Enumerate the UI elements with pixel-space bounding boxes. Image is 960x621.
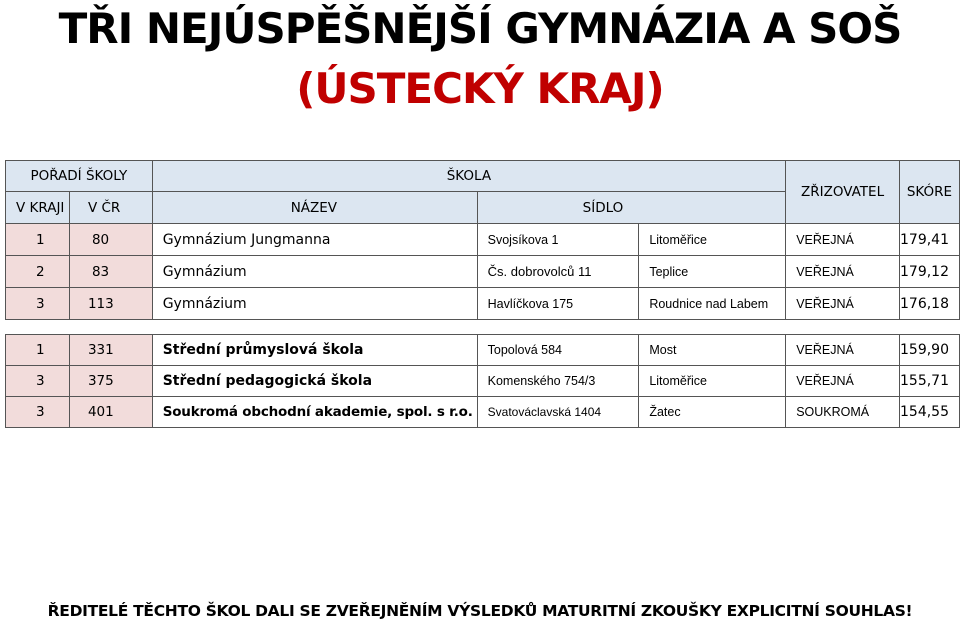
table-row <box>6 288 960 320</box>
header-skola: ŠKOLA <box>152 161 786 192</box>
school-street: Svojsíkova 1 <box>477 224 639 256</box>
school-score: 176,18 <box>899 288 959 320</box>
table-divider <box>6 320 960 335</box>
school-score: 179,12 <box>899 256 959 288</box>
school-name: Střední průmyslová škola <box>152 335 477 366</box>
header-v-kraji: V KRAJI <box>6 192 70 224</box>
school-name: Gymnázium Jungmanna <box>152 224 477 256</box>
school-city: Litoměřice <box>639 224 786 256</box>
school-founder: VEŘEJNÁ <box>786 256 900 288</box>
school-score: 155,71 <box>899 366 959 397</box>
school-founder: VEŘEJNÁ <box>786 224 900 256</box>
rank-kraj: 2 <box>6 256 70 288</box>
table-row <box>6 366 960 397</box>
rank-kraj: 3 <box>6 366 70 397</box>
header-nazev: NÁZEV <box>152 192 477 224</box>
footer-note: ŘEDITELÉ TĚCHTO ŠKOL DALI SE ZVEŘEJNĚNÍM VÝSLEDKŮ MATURITNÍ ZKOUŠKY EXPLICITNÍ SOUHLAS! <box>47 602 913 620</box>
table-row <box>6 224 960 256</box>
school-name: Gymnázium <box>152 256 477 288</box>
school-score: 159,90 <box>899 335 959 366</box>
rank-kraj: 1 <box>6 224 70 256</box>
school-city: Žatec <box>639 397 786 428</box>
rank-kraj: 3 <box>6 288 70 320</box>
school-score: 154,55 <box>899 397 959 428</box>
school-name: Gymnázium <box>152 288 477 320</box>
school-street: Svatováclavská 1404 <box>477 397 639 428</box>
table-row <box>6 397 960 428</box>
header-sidlo: SÍDLO <box>477 192 786 224</box>
school-name: Soukromá obchodní akademie, spol. s r.o. <box>152 397 477 428</box>
school-street: Komenského 754/3 <box>477 366 639 397</box>
header-row-1 <box>6 161 960 192</box>
rank-kraj: 3 <box>6 397 70 428</box>
rank-cr: 80 <box>69 224 152 256</box>
school-city: Roudnice nad Labem <box>639 288 786 320</box>
header-poradi: POŘADÍ ŠKOLY <box>6 161 153 192</box>
ranking-table <box>5 160 960 428</box>
school-city: Most <box>639 335 786 366</box>
school-name: Střední pedagogická škola <box>152 366 477 397</box>
school-score: 179,41 <box>899 224 959 256</box>
rank-cr: 401 <box>69 397 152 428</box>
school-street: Topolová 584 <box>477 335 639 366</box>
rank-cr: 331 <box>69 335 152 366</box>
page-subtitle: (ÚSTECKÝ KRAJ) <box>296 64 664 113</box>
school-city: Litoměřice <box>639 366 786 397</box>
school-founder: SOUKROMÁ <box>786 397 900 428</box>
header-zrizovatel: ZŘIZOVATEL <box>786 161 900 224</box>
school-street: Čs. dobrovolců 11 <box>477 256 639 288</box>
rank-cr: 83 <box>69 256 152 288</box>
header-skore: SKÓRE <box>899 161 959 224</box>
page-title: TŘI NEJÚSPĚŠNĚJŠÍ GYMNÁZIA A SOŠ <box>58 4 902 53</box>
school-founder: VEŘEJNÁ <box>786 335 900 366</box>
school-founder: VEŘEJNÁ <box>786 288 900 320</box>
rank-kraj: 1 <box>6 335 70 366</box>
header-v-cr: V ČR <box>69 192 152 224</box>
school-street: Havlíčkova 175 <box>477 288 639 320</box>
table-row <box>6 335 960 366</box>
table-row <box>6 256 960 288</box>
rank-cr: 375 <box>69 366 152 397</box>
school-city: Teplice <box>639 256 786 288</box>
rank-cr: 113 <box>69 288 152 320</box>
school-founder: VEŘEJNÁ <box>786 366 900 397</box>
